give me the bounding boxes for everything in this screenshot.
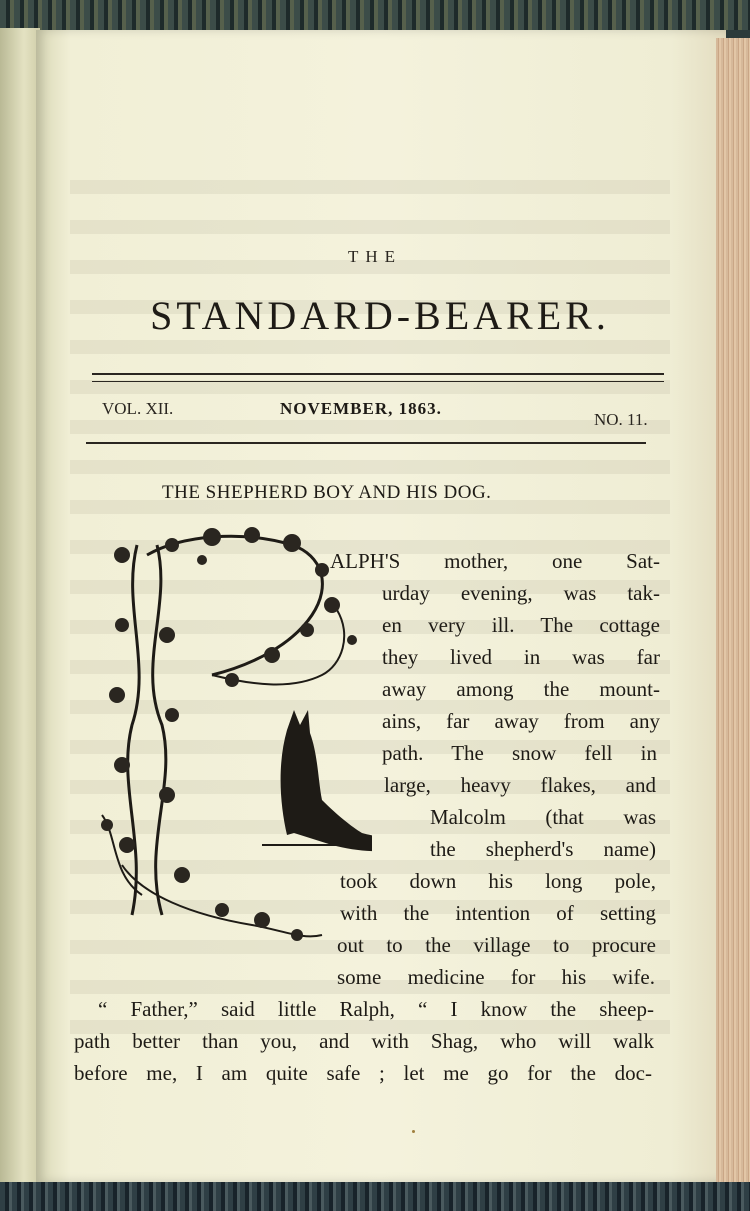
article-title: THE SHEPHERD BOY AND HIS DOG.: [162, 482, 492, 503]
article-line-5: away among the mount-: [382, 677, 660, 701]
masthead-the: THE: [347, 247, 403, 266]
masthead-rule-top: [92, 373, 664, 375]
article-line-4: they lived in was far: [382, 645, 660, 669]
issue-date: NOVEMBER, 1863.: [280, 399, 442, 418]
article-line-3: en very ill. The cottage: [382, 613, 660, 637]
masthead-title: STANDARD-BEARER.: [150, 293, 610, 338]
article-line-10: the shepherd's name): [430, 837, 656, 861]
decorated-initial-r: [82, 515, 372, 965]
article-line-6: ains, far away from any: [382, 709, 660, 733]
article-line-15: “ Father,” said little Ralph, “ I know the sheep-: [98, 997, 654, 1021]
article-line-7: path. The snow fell in: [382, 741, 657, 765]
page-block-edge: [716, 38, 750, 1188]
article-line-14: some medicine for his wife.: [337, 965, 655, 989]
article-line-12: with the intention of setting: [340, 901, 656, 925]
article-line-13: out to the village to procure: [337, 933, 656, 957]
article-line-8: large, heavy flakes, and: [384, 773, 656, 797]
article-line-2: urday evening, was tak-: [382, 581, 660, 605]
book-binding-top: [0, 0, 750, 30]
book-binding-bottom: [0, 1182, 750, 1211]
article-line-16: path better than you, and with Shag, who will walk: [74, 1029, 654, 1053]
volume-label: VOL. XII.: [102, 399, 174, 418]
article-line-1: ALPH'S mother, one Sat-: [330, 549, 660, 573]
article-line-11: took down his long pole,: [340, 869, 656, 893]
article-line-17: before me, I am quite safe ; let me go for the doc-: [74, 1061, 652, 1085]
masthead-rule-bottom: [86, 442, 646, 444]
article-line-9: Malcolm (that was: [430, 805, 656, 829]
issue-number: NO. 11.: [594, 410, 648, 429]
left-page-edge: [0, 28, 40, 1186]
page-speck: [412, 1130, 415, 1133]
masthead-rule-top-thin: [92, 381, 664, 382]
